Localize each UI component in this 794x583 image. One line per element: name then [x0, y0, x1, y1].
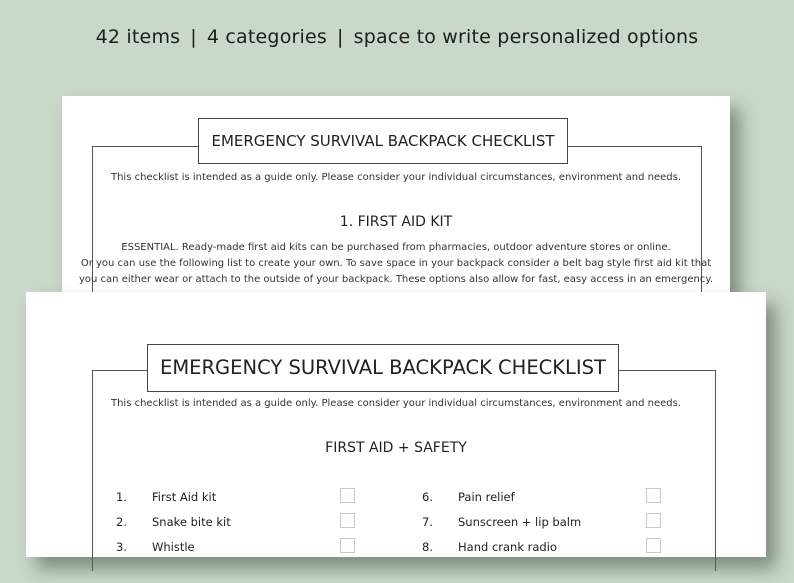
item-label: Whistle: [152, 540, 195, 554]
item-checkbox[interactable]: [646, 488, 661, 503]
checklist-page-front: [26, 292, 766, 557]
item-label: Hand crank radio: [458, 540, 557, 554]
item-label: Snake bite kit: [152, 515, 231, 529]
item-label: Pain relief: [458, 490, 515, 504]
description-line: ESSENTIAL. Ready-made first aid kits can be purchased from pharmacies, outdoor adventure stores or online.: [121, 242, 671, 253]
item-number: 6.: [422, 490, 433, 504]
checklist-page-back: [62, 96, 730, 301]
section-title: FIRST AID + SAFETY: [325, 440, 467, 456]
item-checkbox[interactable]: [340, 538, 355, 553]
item-number: 2.: [116, 515, 127, 529]
banner-space-note: space to write personalized options: [353, 26, 699, 48]
item-number: 3.: [116, 540, 127, 554]
item-checkbox[interactable]: [646, 513, 661, 528]
section-description: [62, 240, 730, 288]
item-label: Sunscreen + lip balm: [458, 515, 582, 529]
description-line: you can either wear or attach to the outside of your backpack. These options also allow for fast, easy access in an emergency.: [79, 274, 713, 285]
item-number: 1.: [116, 490, 127, 504]
page-title: EMERGENCY SURVIVAL BACKPACK CHECKLIST: [198, 118, 568, 164]
page-intro: This checklist is intended as a guide only. Please consider your individual circumstances, environment and needs.: [110, 398, 682, 409]
item-label: First Aid kit: [152, 490, 217, 504]
description-line: Or you can use the following list to create your own. To save space in your backpack consider a belt bag style first aid kit that: [80, 258, 712, 269]
banner-items-count: 42 items: [95, 26, 181, 48]
item-number: 8.: [422, 540, 433, 554]
item-checkbox[interactable]: [646, 538, 661, 553]
item-checkbox[interactable]: [340, 513, 355, 528]
banner-headline: [0, 26, 794, 48]
page-intro: This checklist is intended as a guide only. Please consider your individual circumstances, environment and needs.: [110, 172, 682, 183]
item-number: 7.: [422, 515, 433, 529]
section-title: 1. FIRST AID KIT: [339, 214, 453, 230]
item-checkbox[interactable]: [340, 488, 355, 503]
banner-separator: |: [190, 26, 197, 48]
banner-categories-count: 4 categories: [206, 26, 327, 48]
banner-separator: |: [337, 26, 344, 48]
page-title: EMERGENCY SURVIVAL BACKPACK CHECKLIST: [147, 344, 619, 392]
